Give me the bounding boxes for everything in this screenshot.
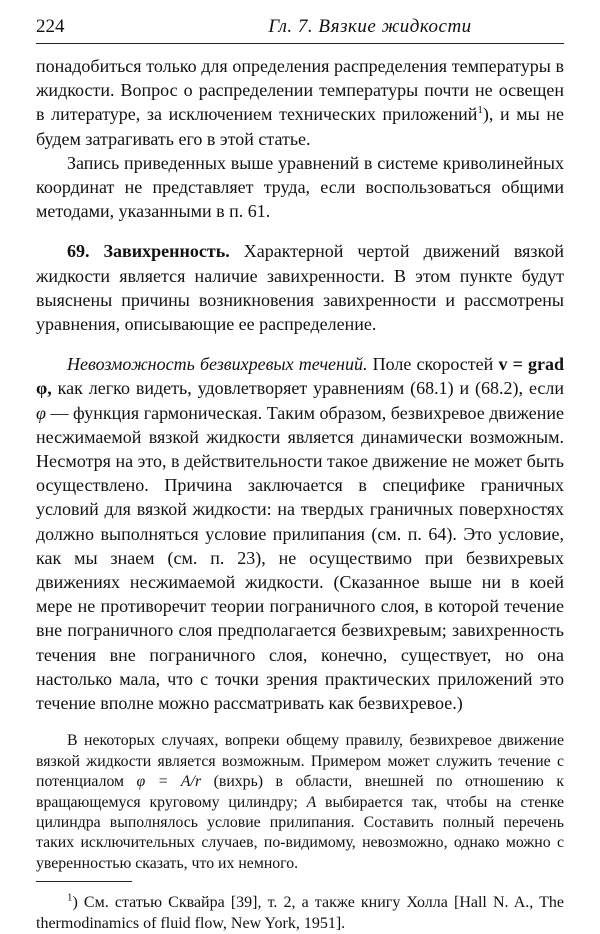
paragraph-continuation	[36, 54, 564, 151]
header-rule	[36, 43, 564, 44]
note-text: выбирается так, чтобы на стенке цилиндра выполнялось условие прилипания. Составить полный перечень таких исключительных случаев, по-видимому, невозможно, однако можно с уверенностью сказать, что их немного.	[36, 793, 564, 872]
paragraph-irrotational	[36, 352, 564, 715]
paragraph-text-end: ), и мы не будем затрагивать его в этой статье.	[36, 104, 564, 149]
paragraph-text: — функция гармоническая. Таким образом, безвихревое движение несжимаемой вязкой жидкости является динамически возможным. Несмотря на это, в действительности такое движение не может быть осуществлено. Причина заключается в специфике граничных условий для вязкой жидкости: на твердых граничных поверхностях должно выполняться условие прилипания (см. п. 64). Это условие, как мы знаем (см. п. 23), не осуществимо при безвихревых движениях несжимаемой жидкости. (Сказанное выше ни в коей мере не противоречит теории пограничного слоя, в которой течение вне пограничного слоя предполагается безвихревым; завихренность течения вне пограничного слоя, конечно, существует, но она настолько мала, что с точки зрения практических приложений это течение вполне можно рассматривать как безвихревое.)	[36, 402, 564, 714]
section-intro-text: Характерной чертой движений вязкой жидкости является наличие завихренности. В этом пункте будут выяснены причины возникновения завихренности и рассмотрены уравнения, описывающие ее распределение.	[36, 241, 564, 335]
section-title: Завихренность.	[103, 241, 230, 262]
paragraph-text: Поле скоростей	[372, 354, 494, 375]
footnote-rule	[36, 881, 132, 882]
paragraph-text: понадобиться только для определения распределения температуры в жидкости. Вопрос о распределении температуры почти не освещен в литературе, за исключением технических приложений	[36, 56, 564, 125]
section-paragraph	[36, 239, 564, 336]
symbol-phi: φ	[36, 402, 46, 423]
page-header	[36, 14, 564, 42]
footnote-ref: 1	[477, 104, 483, 117]
page-number: 224	[36, 16, 65, 37]
small-print-text	[36, 731, 564, 874]
paragraph-text: как легко видеть, удовлетворяет уравнениям (68.1) и (68.2), если	[57, 378, 564, 399]
formula-velocity: v = grad φ,	[36, 354, 565, 399]
page-body	[36, 54, 564, 934]
footnote-text: ) См. статью Сквайра [39], т. 2, а также книгу Холла [Hall N. A., The thermodinamics of fluid flow, New York, 1951].	[36, 894, 564, 933]
note-text: В некоторых случаях, вопреки общему правилу, безвихревое движение вязкой жидкости является возможным. Примером может служить течение с потенциалом	[36, 732, 564, 791]
small-print-note	[36, 731, 564, 874]
formula-potential: φ = A/r	[136, 773, 202, 791]
symbol-a: A	[306, 793, 317, 811]
subsection-lead: Невозможность безвихревых течений.	[67, 354, 368, 375]
running-title: Гл. 7. Вязкие жидкости	[268, 16, 472, 37]
note-text: (вихрь) в области, внешней по отношению к вращающемуся круговому цилиндру;	[36, 773, 564, 811]
section-number: 69.	[67, 241, 90, 262]
footnote-marker: 1	[67, 891, 73, 904]
paragraph-coordinates: Запись приведенных выше уравнений в системе криволинейных координат не представляет труда, если воспользоваться общими методами, указанными в п. 61.	[36, 152, 564, 222]
